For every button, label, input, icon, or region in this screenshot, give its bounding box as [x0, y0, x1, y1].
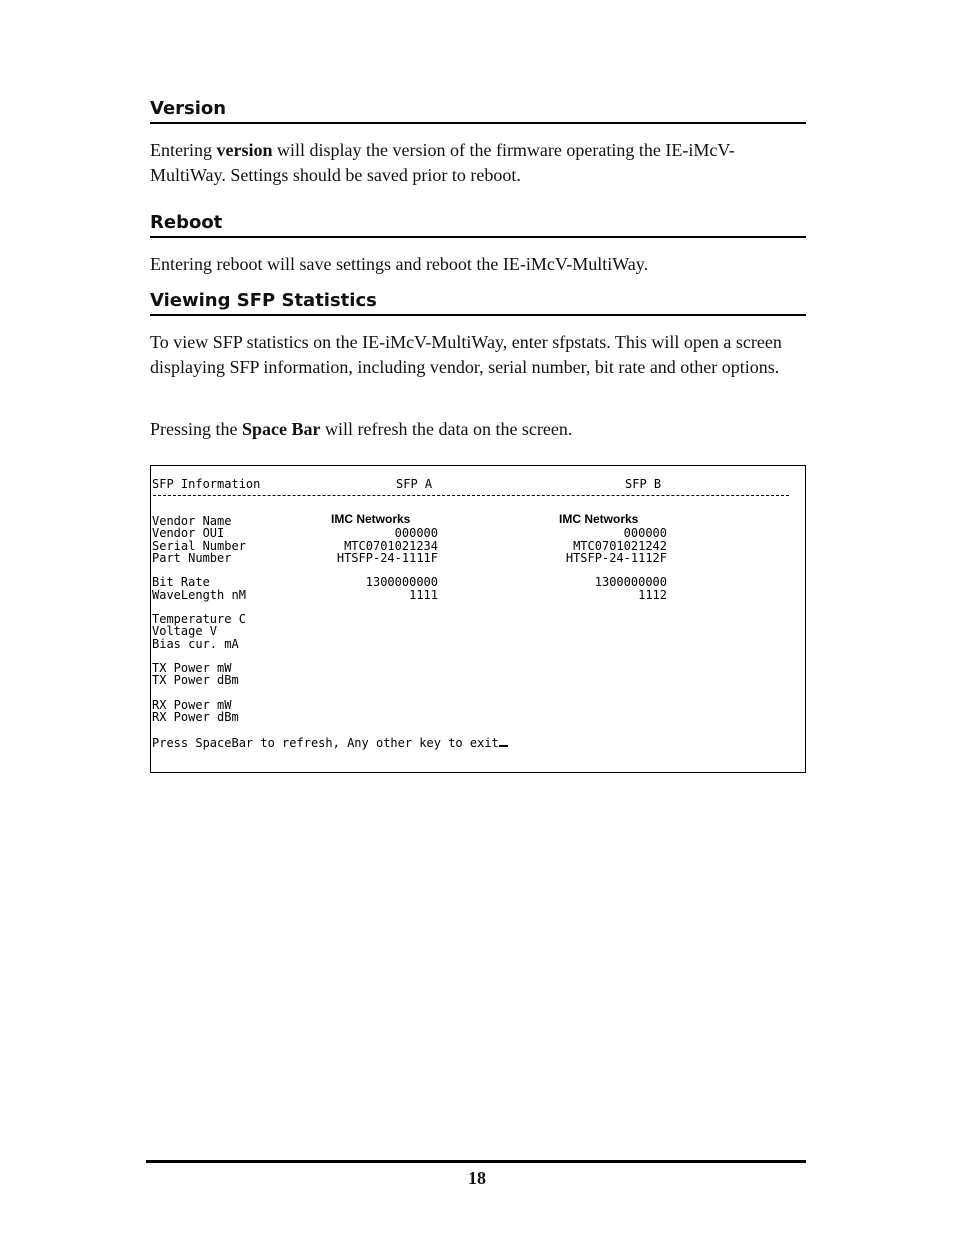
- space-text-post: will refresh the data on the screen.: [320, 419, 573, 439]
- label-voltage: Voltage V: [152, 624, 218, 638]
- version-text-pre: Entering: [150, 140, 217, 160]
- terminal-prompt: [152, 736, 508, 750]
- terminal-header-label: SFP Information: [152, 477, 261, 491]
- label-rx-power-dbm: RX Power dBm: [152, 710, 239, 724]
- label-wavelength: WaveLength nM: [152, 588, 246, 602]
- space-bar-paragraph: [150, 417, 810, 442]
- sfp-b-part-number: HTSFP-24-1112F: [565, 551, 667, 565]
- reboot-paragraph: Entering reboot will save settings and reboot the IE-iMcV-MultiWay.: [150, 254, 649, 274]
- space-bar-keyword: Space Bar: [242, 419, 321, 439]
- sfp-a-part-number: HTSFP-24-1111F: [336, 551, 438, 565]
- sfp-paragraph: To view SFP statistics on the IE-iMcV-MultiWay, enter sfpstats. This will open a screen displaying SFP information, including vendor, serial number, bit rate and other options.: [150, 332, 782, 377]
- label-vendor-name: Vendor Name: [152, 514, 232, 528]
- sfp-a-wavelength: 1111: [409, 588, 438, 602]
- terminal-separator: [153, 495, 789, 496]
- space-text-pre: Pressing the: [150, 419, 242, 439]
- section-heading-reboot: Reboot: [150, 213, 806, 238]
- label-temperature: Temperature C: [152, 612, 246, 626]
- label-tx-power-mw: TX Power mW: [152, 661, 232, 675]
- page-number: 18: [468, 1168, 486, 1188]
- terminal-prompt-text: Press SpaceBar to refresh, Any other key to exit: [152, 736, 499, 750]
- label-serial-number: Serial Number: [152, 539, 246, 553]
- sfp-terminal-screenshot: [150, 465, 806, 773]
- label-rx-power-mw: RX Power mW: [152, 698, 232, 712]
- sfp-a-serial-number: MTC0701021234: [344, 539, 438, 553]
- label-tx-power-dbm: TX Power dBm: [152, 673, 239, 687]
- sfp-b-bit-rate: 1300000000: [594, 575, 667, 589]
- section-heading-version: Version: [150, 99, 806, 124]
- footer-rule: [146, 1160, 806, 1163]
- sfp-a-vendor-oui: 000000: [394, 526, 438, 540]
- version-text-post: will display the version of the firmware operating the IE-iMcV-MultiWay. Settings should be saved prior to reboot.: [150, 140, 735, 185]
- terminal-sfp-b-label: SFP B: [625, 477, 662, 491]
- sfp-b-vendor-oui: 000000: [623, 526, 667, 540]
- sfp-b-serial-number: MTC0701021242: [573, 539, 667, 553]
- terminal-sfp-a-label: SFP A: [396, 477, 433, 491]
- version-paragraph: [150, 138, 810, 188]
- terminal-cursor: [499, 736, 508, 747]
- sfp-b-wavelength: 1112: [638, 588, 667, 602]
- sfp-a-vendor-name: IMC Networks: [331, 512, 411, 526]
- version-keyword: version: [216, 140, 273, 160]
- label-bias-current: Bias cur. mA: [152, 637, 239, 651]
- sfp-b-vendor-name: IMC Networks: [559, 512, 639, 526]
- label-vendor-oui: Vendor OUI: [152, 526, 225, 540]
- section-heading-sfp-statistics: Viewing SFP Statistics: [150, 291, 806, 316]
- sfp-a-bit-rate: 1300000000: [365, 575, 438, 589]
- label-part-number: Part Number: [152, 551, 232, 565]
- label-bit-rate: Bit Rate: [152, 575, 210, 589]
